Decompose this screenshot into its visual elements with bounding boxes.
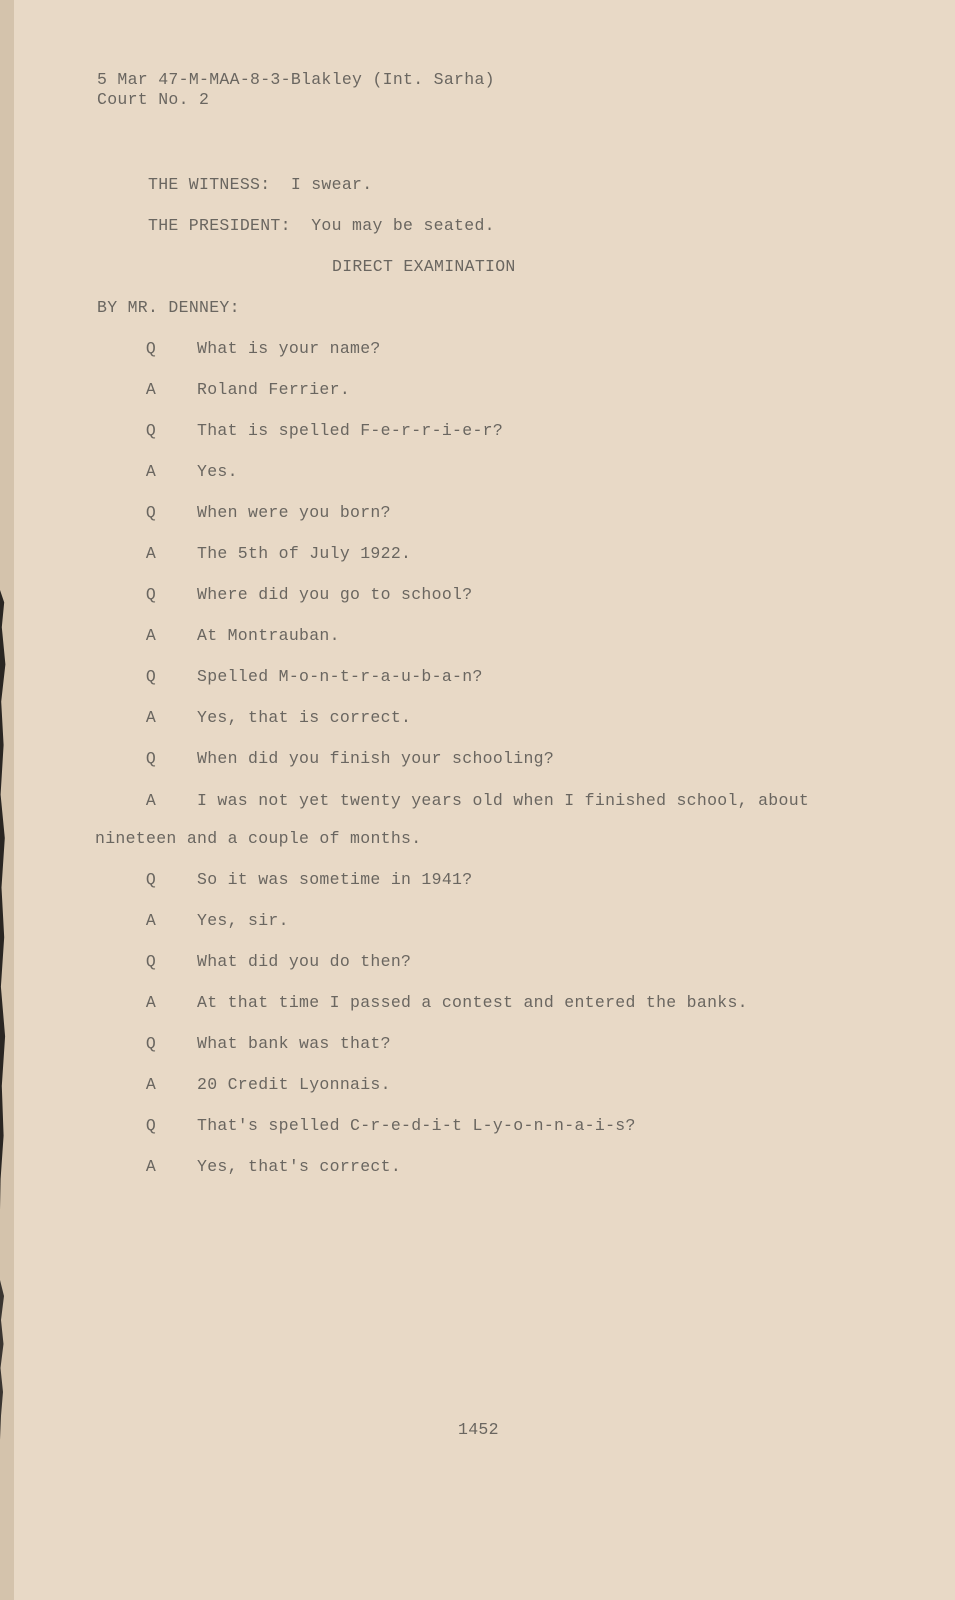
qa-text: When did you finish your schooling?: [197, 749, 555, 768]
qa-text: Roland Ferrier.: [197, 380, 351, 399]
qa-mark: A: [145, 380, 157, 399]
qa-continuation: nineteen and a couple of months.: [95, 829, 422, 848]
qa-text: Spelled M-o-n-t-r-a-u-b-a-n?: [197, 667, 483, 686]
qa-text: At Montrauban.: [197, 626, 340, 645]
qa-text: Yes, that is correct.: [197, 708, 412, 727]
qa-text: Where did you go to school?: [197, 585, 473, 604]
statement-text: You may be seated.: [311, 216, 495, 235]
qa-mark: A: [145, 1157, 157, 1176]
qa-text: That's spelled C-r-e-d-i-t L-y-o-n-n-a-i-s?: [197, 1116, 636, 1135]
qa-mark: A: [145, 911, 157, 930]
qa-mark: Q: [145, 667, 157, 686]
qa-text: Yes.: [197, 462, 238, 481]
statement-text: I swear.: [290, 175, 373, 194]
qa-text: I was not yet twenty years old when I finished school, about: [197, 791, 810, 810]
qa-text: Yes, that's correct.: [197, 1157, 402, 1176]
qa-mark: Q: [145, 1116, 157, 1135]
qa-text: 20 Credit Lyonnais.: [197, 1075, 391, 1094]
qa-mark: A: [145, 791, 157, 810]
qa-mark: A: [145, 993, 157, 1012]
page-left-edge: [0, 0, 14, 1600]
qa-mark: Q: [145, 339, 157, 358]
qa-mark: Q: [145, 749, 157, 768]
qa-text: What bank was that?: [197, 1034, 391, 1053]
qa-mark: Q: [145, 585, 157, 604]
qa-mark: A: [145, 462, 157, 481]
case-header-line: 5 Mar 47-M-MAA-8-3-Blakley (Int. Sarha): [97, 70, 495, 89]
qa-text: What did you do then?: [197, 952, 412, 971]
president-statement: [148, 216, 495, 236]
qa-text: Yes, sir.: [197, 911, 289, 930]
speaker-label: THE WITNESS:: [148, 175, 271, 194]
qa-mark: A: [145, 708, 157, 727]
qa-mark: A: [145, 1075, 157, 1094]
qa-text: So it was sometime in 1941?: [197, 870, 473, 889]
examiner-label: BY MR. DENNEY:: [97, 298, 240, 317]
court-number: Court No. 2: [97, 90, 210, 109]
qa-mark: Q: [145, 952, 157, 971]
qa-mark: Q: [145, 503, 157, 522]
qa-text: When were you born?: [197, 503, 391, 522]
page-number: 1452: [458, 1420, 499, 1439]
section-title: DIRECT EXAMINATION: [332, 257, 516, 276]
qa-text: What is your name?: [197, 339, 381, 358]
speaker-label: THE PRESIDENT:: [148, 216, 291, 235]
qa-mark: A: [145, 544, 157, 563]
witness-statement: [148, 175, 372, 195]
qa-mark: Q: [145, 870, 157, 889]
qa-text: At that time I passed a contest and entered the banks.: [197, 993, 748, 1012]
qa-mark: Q: [145, 421, 157, 440]
qa-text: That is spelled F-e-r-r-i-e-r?: [197, 421, 504, 440]
qa-mark: Q: [145, 1034, 157, 1053]
qa-text: The 5th of July 1922.: [197, 544, 412, 563]
qa-mark: A: [145, 626, 157, 645]
